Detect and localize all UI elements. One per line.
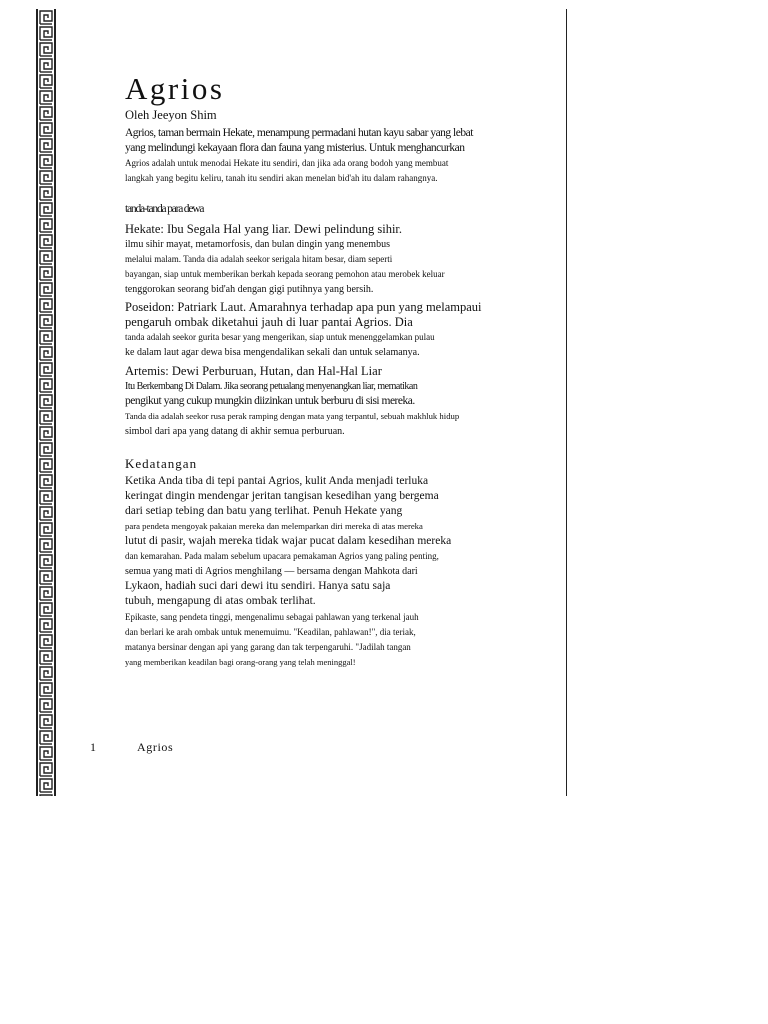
deity-line: ke dalam laut agar dewa bisa mengendalikan sekali dan untuk selamanya. <box>125 347 420 358</box>
deity-line: ilmu sihir mayat, metamorfosis, dan bulan dingin yang menembus <box>125 239 390 250</box>
intro-paragraph <box>125 126 505 186</box>
closing-line: yang memberikan keadilan bagi orang-orang yang telah meninggal! <box>125 657 356 667</box>
arrival-line: para pendeta mengoyak pakaian mereka dan melemparkan diri mereka di atas mereka <box>125 521 423 531</box>
arrival-paragraph <box>125 474 505 609</box>
closing-line: dan berlari ke arah ombak untuk menemuimu. "Keadilan, pahlawan!", dia teriak, <box>125 627 416 637</box>
deity-artemis <box>125 364 505 439</box>
right-margin-rule <box>566 9 567 796</box>
intro-line: langkah yang begitu keliru, tanah itu sendiri akan menelan bid'ah itu dalam rahangnya. <box>125 173 438 183</box>
deity-line: bayangan, siap untuk memberikan berkah kepada seorang pemohon atau merobek keluar <box>125 269 445 279</box>
deity-line: pengaruh ombak diketahui jauh di luar pantai Agrios. Dia <box>125 315 413 329</box>
page-number: 1 <box>90 740 96 754</box>
deity-line: tenggorokan seorang bid'ah dengan gigi putihnya yang bersih. <box>125 284 374 295</box>
closing-line: matanya bersinar dengan api yang garang dan tak terpengaruhi. "Jadilah tangan <box>125 642 411 652</box>
author-byline: Oleh Jeeyon Shim <box>125 108 217 122</box>
deity-poseidon <box>125 300 505 360</box>
running-title: Agrios <box>137 740 174 754</box>
intro-line: Agrios adalah untuk menodai Hekate itu sendiri, dan jika ada orang bodoh yang membuat <box>125 158 449 168</box>
deity-line: pengikut yang cukup mungkin diizinkan untuk berburu di sisi mereka. <box>125 395 415 407</box>
intro-line: Agrios, taman bermain Hekate, menampung permadani hutan kayu sabar yang lebat <box>125 127 473 139</box>
deity-name: Poseidon: Patriark Laut. Amarahnya terhadap apa pun yang melampaui <box>125 300 482 314</box>
section-label: tanda-tanda para dewa <box>125 203 204 215</box>
deity-line: tanda adalah seekor gurita besar yang mengerikan, siap untuk menenggelamkan pulau <box>125 332 435 342</box>
deity-line: Itu Berkembang Di Dalam. Jika seorang petualang menyenangkan liar, mematikan <box>125 381 418 392</box>
deity-hekate <box>125 222 505 297</box>
arrival-line: semua yang mati di Agrios menghilang — bersama dengan Mahkota dari <box>125 566 418 577</box>
arrival-line: keringat dingin mendengar jeritan tangisan kesedihan yang bergema <box>125 490 439 502</box>
closing-line: Epikaste, sang pendeta tinggi, mengenalimu sebagai pahlawan yang terkenal jauh <box>125 612 419 622</box>
closing-paragraph <box>125 610 505 670</box>
deity-line: Tanda dia adalah seekor rusa perak ramping dengan mata yang terpantul, sebuah makhluk hidup <box>125 411 460 421</box>
arrival-heading: Kedatangan <box>125 456 198 471</box>
document-title: Agrios <box>125 71 225 106</box>
deity-name: Artemis: Dewi Perburuan, Hutan, dan Hal-Hal Liar <box>125 364 382 378</box>
arrival-line: Lykaon, hadiah suci dari dewi itu sendiri. Hanya satu saja <box>125 580 391 592</box>
arrival-line: lutut di pasir, wajah mereka tidak wajar pucat dalam kesedihan mereka <box>125 535 452 547</box>
intro-line: yang melindungi kekayaan flora dan fauna yang misterius. Untuk menghancurkan <box>125 142 465 154</box>
deity-line: melalui malam. Tanda dia adalah seekor serigala hitam besar, diam seperti <box>125 254 393 264</box>
arrival-line: dari setiap tebing dan batu yang terlihat. Penuh Hekate yang <box>125 505 403 517</box>
deity-name: Hekate: Ibu Segala Hal yang liar. Dewi pelindung sihir. <box>125 222 403 236</box>
arrival-line: dan kemarahan. Pada malam sebelum upacara pemakaman Agrios yang paling penting, <box>125 551 439 561</box>
arrival-line: Ketika Anda tiba di tepi pantai Agrios, kulit Anda menjadi terluka <box>125 475 429 487</box>
deity-line: simbol dari apa yang datang di akhir semua perburuan. <box>125 426 345 437</box>
greek-key-border <box>36 9 56 796</box>
arrival-line: tubuh, mengapung di atas ombak terlihat. <box>125 595 316 607</box>
